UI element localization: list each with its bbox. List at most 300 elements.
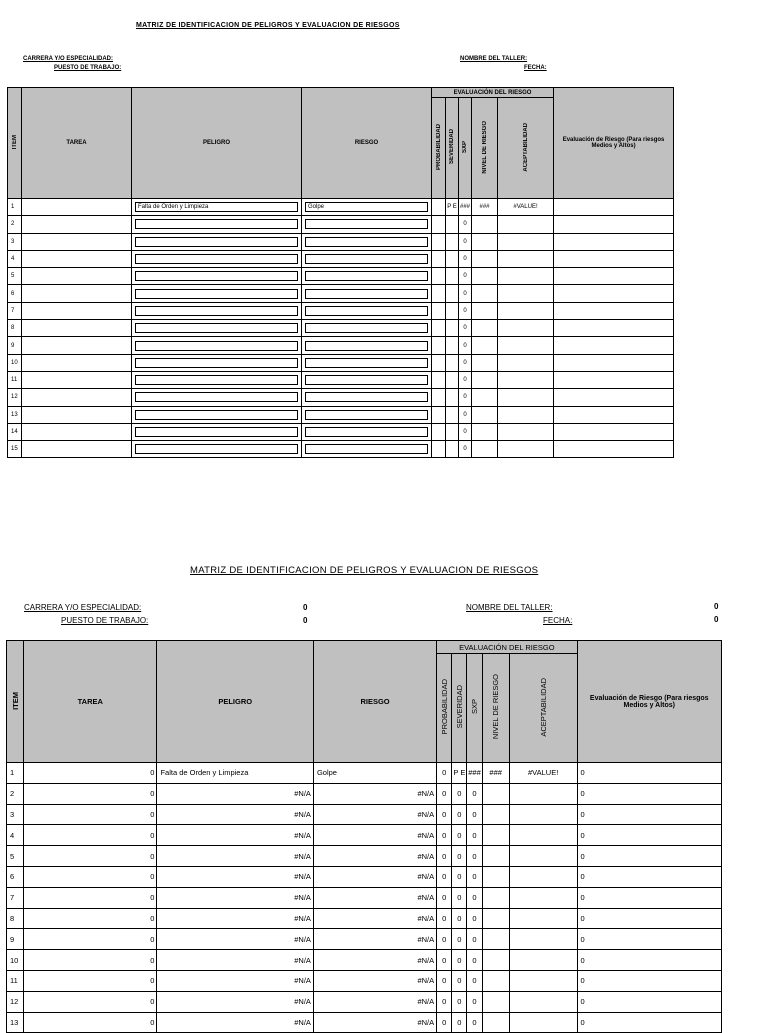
nivel-riesgo-cell xyxy=(482,908,509,929)
peligro-dropdown[interactable] xyxy=(135,427,298,437)
evaluacion-cell[interactable] xyxy=(554,216,674,233)
riesgo-dropdown[interactable] xyxy=(305,427,428,437)
aceptabilidad-cell xyxy=(509,970,577,991)
probabilidad-cell[interactable] xyxy=(432,233,446,250)
tarea-cell[interactable] xyxy=(22,371,132,388)
item-cell: 3 xyxy=(7,804,24,825)
sxp-cell: 0 xyxy=(459,441,472,458)
aceptabilidad-cell xyxy=(498,354,554,371)
sxp-cell: 0 xyxy=(467,929,482,950)
riesgo-dropdown[interactable] xyxy=(305,375,428,385)
item-cell: 2 xyxy=(7,783,24,804)
riesgo-dropdown[interactable] xyxy=(305,289,428,299)
tarea-cell: 0 xyxy=(24,825,157,846)
peligro-cell[interactable] xyxy=(132,302,302,319)
evaluacion-cell: 0 xyxy=(577,1012,721,1033)
probabilidad-cell: 0 xyxy=(437,1012,452,1033)
tarea-cell[interactable] xyxy=(22,302,132,319)
peligro-dropdown[interactable] xyxy=(135,306,298,316)
item-cell: 11 xyxy=(7,970,24,991)
probabilidad-cell: 0 xyxy=(437,950,452,971)
evaluacion-cell: 0 xyxy=(577,950,721,971)
sxp-cell: 0 xyxy=(459,233,472,250)
evaluacion-cell: 0 xyxy=(577,970,721,991)
aceptabilidad-cell xyxy=(498,441,554,458)
evaluacion-cell[interactable] xyxy=(554,320,674,337)
peligro-cell[interactable] xyxy=(132,423,302,440)
probabilidad-cell: 0 xyxy=(437,929,452,950)
table-row xyxy=(8,423,674,440)
severidad-cell[interactable] xyxy=(446,268,459,285)
nivel-riesgo-cell xyxy=(482,825,509,846)
riesgo-cell[interactable] xyxy=(302,285,432,302)
peligro-cell: #N/A xyxy=(157,804,314,825)
tarea-cell[interactable] xyxy=(22,199,132,216)
peligro-dropdown[interactable] xyxy=(135,392,298,402)
probabilidad-cell: 0 xyxy=(437,846,452,867)
table-row xyxy=(8,233,674,250)
evaluacion-cell: 0 xyxy=(577,908,721,929)
col-sxp: SXP xyxy=(459,98,472,199)
evaluacion-cell[interactable] xyxy=(554,233,674,250)
riesgo-cell[interactable] xyxy=(302,389,432,406)
riesgo-dropdown[interactable] xyxy=(305,306,428,316)
nivel-riesgo-cell xyxy=(472,233,498,250)
peligro-cell[interactable] xyxy=(132,216,302,233)
peligro-cell[interactable] xyxy=(132,389,302,406)
severidad-cell[interactable] xyxy=(446,216,459,233)
peligro-dropdown[interactable] xyxy=(135,444,298,454)
nivel-riesgo-cell xyxy=(482,866,509,887)
severidad-cell: 0 xyxy=(452,929,467,950)
table-row xyxy=(7,887,722,908)
riesgo-cell: #N/A xyxy=(313,950,436,971)
riesgo-dropdown[interactable] xyxy=(305,254,428,264)
probabilidad-cell[interactable] xyxy=(432,423,446,440)
fecha-value: 0 xyxy=(714,615,719,624)
nivel-riesgo-cell xyxy=(472,441,498,458)
col-aceptabilidad: ACEPTABILIDAD xyxy=(498,98,554,199)
riesgo-cell[interactable] xyxy=(302,302,432,319)
tarea-cell[interactable] xyxy=(22,233,132,250)
riesgo-cell[interactable] xyxy=(302,337,432,354)
sxp-cell: 0 xyxy=(459,406,472,423)
evaluacion-cell[interactable] xyxy=(554,441,674,458)
tarea-cell: 0 xyxy=(24,783,157,804)
severidad-cell: 0 xyxy=(452,970,467,991)
probabilidad-cell[interactable] xyxy=(432,216,446,233)
peligro-dropdown[interactable] xyxy=(135,323,298,333)
tarea-cell: 0 xyxy=(24,950,157,971)
nivel-riesgo-cell xyxy=(472,268,498,285)
table-row xyxy=(8,320,674,337)
aceptabilidad-cell xyxy=(498,337,554,354)
riesgo-cell[interactable] xyxy=(302,406,432,423)
riesgo-cell: #N/A xyxy=(313,783,436,804)
nivel-riesgo-cell: ### xyxy=(482,763,509,784)
severidad-cell[interactable] xyxy=(446,233,459,250)
item-cell: 14 xyxy=(8,423,22,440)
sxp-cell: 0 xyxy=(459,268,472,285)
sxp-cell: 0 xyxy=(459,216,472,233)
table-row xyxy=(7,763,722,784)
probabilidad-cell: 0 xyxy=(437,866,452,887)
peligro-dropdown[interactable] xyxy=(135,237,298,247)
probabilidad-cell[interactable] xyxy=(432,302,446,319)
aceptabilidad-cell xyxy=(498,406,554,423)
evaluacion-cell[interactable] xyxy=(554,354,674,371)
peligro-dropdown[interactable] xyxy=(135,358,298,368)
col-nivel-riesgo: NIVEL DE RIESGO xyxy=(482,654,509,763)
item-cell: 12 xyxy=(7,991,24,1012)
peligro-cell: Falta de Orden y Limpieza xyxy=(157,763,314,784)
riesgo-dropdown[interactable]: Golpe xyxy=(305,202,428,212)
riesgo-cell: #N/A xyxy=(313,908,436,929)
riesgo-dropdown[interactable] xyxy=(305,392,428,402)
table-row xyxy=(7,970,722,991)
probabilidad-cell[interactable] xyxy=(432,268,446,285)
item-cell: 8 xyxy=(7,908,24,929)
sxp-cell: ### xyxy=(467,763,482,784)
peligro-cell[interactable] xyxy=(132,233,302,250)
sxp-cell: 0 xyxy=(459,302,472,319)
aceptabilidad-cell xyxy=(509,929,577,950)
riesgo-cell: #N/A xyxy=(313,970,436,991)
col-evaluacion-group: EVALUACIÓN DEL RIESGO xyxy=(432,88,554,98)
riesgo-dropdown[interactable] xyxy=(305,410,428,420)
nivel-riesgo-cell xyxy=(472,320,498,337)
item-cell: 6 xyxy=(7,866,24,887)
nivel-riesgo-cell xyxy=(482,991,509,1012)
severidad-cell[interactable] xyxy=(446,337,459,354)
item-cell: 1 xyxy=(8,199,22,216)
col-evaluacion-group: EVALUACIÓN DEL RIESGO xyxy=(437,641,577,654)
table-row xyxy=(8,354,674,371)
col-item: ITEM xyxy=(8,88,22,199)
item-cell: 1 xyxy=(7,763,24,784)
col-aceptabilidad: ACEPTABILIDAD xyxy=(509,654,577,763)
sxp-cell: 0 xyxy=(459,389,472,406)
tarea-cell[interactable] xyxy=(22,268,132,285)
item-cell: 9 xyxy=(8,337,22,354)
nivel-riesgo-cell xyxy=(472,285,498,302)
riesgo-cell[interactable] xyxy=(302,423,432,440)
table-row xyxy=(8,199,674,216)
riesgo-cell: #N/A xyxy=(313,929,436,950)
riesgo-dropdown[interactable] xyxy=(305,271,428,281)
probabilidad-cell[interactable] xyxy=(432,406,446,423)
evaluacion-cell: 0 xyxy=(577,929,721,950)
peligro-cell[interactable] xyxy=(132,268,302,285)
evaluacion-cell: 0 xyxy=(577,783,721,804)
peligro-cell: #N/A xyxy=(157,950,314,971)
nivel-riesgo-cell xyxy=(472,354,498,371)
aceptabilidad-cell xyxy=(498,268,554,285)
nivel-riesgo-cell xyxy=(472,337,498,354)
probabilidad-cell[interactable] xyxy=(432,250,446,267)
sxp-cell: 0 xyxy=(467,991,482,1012)
probabilidad-cell[interactable] xyxy=(432,389,446,406)
item-cell: 7 xyxy=(7,887,24,908)
sxp-cell: 0 xyxy=(467,887,482,908)
sxp-cell: 0 xyxy=(459,337,472,354)
tarea-cell: 0 xyxy=(24,908,157,929)
peligro-cell[interactable] xyxy=(132,250,302,267)
evaluacion-cell: 0 xyxy=(577,846,721,867)
severidad-cell[interactable] xyxy=(446,354,459,371)
puesto-label: PUESTO DE TRABAJO: xyxy=(61,616,149,625)
evaluacion-cell[interactable] xyxy=(554,389,674,406)
probabilidad-cell: 0 xyxy=(437,825,452,846)
evaluacion-cell[interactable] xyxy=(554,285,674,302)
table-row xyxy=(7,866,722,887)
col-riesgo: RIESGO xyxy=(313,641,436,763)
evaluacion-cell[interactable] xyxy=(554,199,674,216)
taller-value: 0 xyxy=(714,602,719,611)
tarea-cell[interactable] xyxy=(22,337,132,354)
taller-label: NOMBRE DEL TALLER: xyxy=(466,603,553,612)
tarea-cell: 0 xyxy=(24,804,157,825)
item-cell: 5 xyxy=(8,268,22,285)
table-row xyxy=(7,908,722,929)
evaluacion-cell[interactable] xyxy=(554,302,674,319)
peligro-dropdown[interactable] xyxy=(135,289,298,299)
peligro-cell[interactable] xyxy=(132,441,302,458)
probabilidad-cell: 0 xyxy=(437,908,452,929)
riesgo-cell[interactable] xyxy=(302,268,432,285)
item-cell: 3 xyxy=(8,233,22,250)
tarea-cell[interactable] xyxy=(22,320,132,337)
severidad-cell: 0 xyxy=(452,804,467,825)
peligro-cell[interactable] xyxy=(132,371,302,388)
carrera-label: CARRERA Y/O ESPECIALIDAD: xyxy=(23,56,114,62)
nivel-riesgo-cell xyxy=(482,1012,509,1033)
tarea-cell[interactable] xyxy=(22,285,132,302)
nivel-riesgo-cell xyxy=(472,302,498,319)
col-item: ITEM xyxy=(7,641,24,763)
severidad-cell[interactable] xyxy=(446,423,459,440)
fecha-label: FECHA: xyxy=(543,616,573,625)
riesgo-cell[interactable] xyxy=(302,199,432,216)
carrera-value: 0 xyxy=(303,603,308,612)
tarea-cell[interactable] xyxy=(22,216,132,233)
sxp-cell: 0 xyxy=(467,846,482,867)
aceptabilidad-cell xyxy=(509,908,577,929)
evaluacion-cell[interactable] xyxy=(554,250,674,267)
aceptabilidad-cell: #VALUE! xyxy=(498,199,554,216)
nivel-riesgo-cell xyxy=(482,783,509,804)
probabilidad-cell[interactable] xyxy=(432,441,446,458)
col-peligro: PELIGRO xyxy=(157,641,314,763)
carrera-label: CARRERA Y/O ESPECIALIDAD: xyxy=(24,603,142,612)
col-probabilidad: PROBABILIDAD xyxy=(437,654,452,763)
table-row xyxy=(7,804,722,825)
aceptabilidad-cell xyxy=(509,950,577,971)
col-sxp: SXP xyxy=(467,654,482,763)
nivel-riesgo-cell xyxy=(472,216,498,233)
item-cell: 12 xyxy=(8,389,22,406)
sxp-cell: 0 xyxy=(467,825,482,846)
peligro-cell: #N/A xyxy=(157,866,314,887)
tarea-cell: 0 xyxy=(24,1012,157,1033)
probabilidad-cell[interactable] xyxy=(432,320,446,337)
nivel-riesgo-cell xyxy=(472,423,498,440)
peligro-dropdown[interactable] xyxy=(135,341,298,351)
probabilidad-cell[interactable] xyxy=(432,199,446,216)
severidad-cell[interactable] xyxy=(446,441,459,458)
aceptabilidad-cell xyxy=(509,1012,577,1033)
tarea-cell: 0 xyxy=(24,846,157,867)
riesgo-dropdown[interactable] xyxy=(305,341,428,351)
sxp-cell: 0 xyxy=(459,354,472,371)
item-cell: 10 xyxy=(7,950,24,971)
col-evaluacion-riesgo: Evaluación de Riesgo (Para riesgos Medios y Altos) xyxy=(554,88,674,199)
severidad-cell[interactable] xyxy=(446,302,459,319)
aceptabilidad-cell xyxy=(509,804,577,825)
severidad-cell: 0 xyxy=(452,950,467,971)
peligro-cell: #N/A xyxy=(157,1012,314,1033)
riesgo-cell[interactable] xyxy=(302,354,432,371)
riesgo-dropdown[interactable] xyxy=(305,358,428,368)
col-riesgo: RIESGO xyxy=(302,88,432,199)
peligro-dropdown[interactable] xyxy=(135,410,298,420)
riesgo-cell[interactable] xyxy=(302,441,432,458)
riesgo-cell: #N/A xyxy=(313,825,436,846)
evaluacion-cell: 0 xyxy=(577,887,721,908)
riesgo-dropdown[interactable] xyxy=(305,323,428,333)
severidad-cell[interactable] xyxy=(446,285,459,302)
aceptabilidad-cell xyxy=(498,216,554,233)
peligro-cell: #N/A xyxy=(157,970,314,991)
severidad-cell[interactable]: P E xyxy=(446,199,459,216)
riesgo-cell[interactable] xyxy=(302,216,432,233)
table-row xyxy=(8,441,674,458)
evaluacion-cell: 0 xyxy=(577,825,721,846)
severidad-cell[interactable] xyxy=(446,250,459,267)
probabilidad-cell: 0 xyxy=(437,970,452,991)
item-cell: 13 xyxy=(8,406,22,423)
sxp-cell: 0 xyxy=(459,371,472,388)
probabilidad-cell: 0 xyxy=(437,804,452,825)
peligro-dropdown[interactable] xyxy=(135,254,298,264)
peligro-cell[interactable] xyxy=(132,406,302,423)
riesgo-dropdown[interactable] xyxy=(305,237,428,247)
sxp-cell: 0 xyxy=(467,908,482,929)
probabilidad-cell: 0 xyxy=(437,763,452,784)
peligro-cell[interactable] xyxy=(132,354,302,371)
col-evaluacion-riesgo: Evaluación de Riesgo (Para riesgos Medios y Altos) xyxy=(577,641,721,763)
tarea-cell[interactable] xyxy=(22,354,132,371)
table-row xyxy=(8,389,674,406)
aceptabilidad-cell xyxy=(498,423,554,440)
evaluacion-cell: 0 xyxy=(577,991,721,1012)
taller-label: NOMBRE DEL TALLER: xyxy=(460,56,528,62)
nivel-riesgo-cell xyxy=(482,846,509,867)
probabilidad-cell: 0 xyxy=(437,991,452,1012)
sxp-cell: 0 xyxy=(467,970,482,991)
table-row xyxy=(8,371,674,388)
nivel-riesgo-cell xyxy=(482,887,509,908)
tarea-cell[interactable] xyxy=(22,441,132,458)
col-tarea: TAREA xyxy=(22,88,132,199)
col-tarea: TAREA xyxy=(24,641,157,763)
peligro-dropdown[interactable] xyxy=(135,219,298,229)
evaluacion-cell: 0 xyxy=(577,763,721,784)
riesgo-dropdown[interactable] xyxy=(305,444,428,454)
severidad-cell[interactable] xyxy=(446,389,459,406)
sxp-cell: 0 xyxy=(467,804,482,825)
severidad-cell: 0 xyxy=(452,991,467,1012)
table-row xyxy=(7,950,722,971)
peligro-cell[interactable] xyxy=(132,320,302,337)
tarea-cell[interactable] xyxy=(22,389,132,406)
table-row xyxy=(8,250,674,267)
probabilidad-cell[interactable] xyxy=(432,337,446,354)
peligro-cell: #N/A xyxy=(157,846,314,867)
tarea-cell[interactable] xyxy=(22,250,132,267)
table-row xyxy=(8,268,674,285)
item-cell: 5 xyxy=(7,846,24,867)
peligro-cell: #N/A xyxy=(157,825,314,846)
tarea-cell: 0 xyxy=(24,970,157,991)
riesgo-dropdown[interactable] xyxy=(305,219,428,229)
sxp-cell: 0 xyxy=(459,250,472,267)
severidad-cell[interactable] xyxy=(446,406,459,423)
riesgo-cell: #N/A xyxy=(313,991,436,1012)
severidad-cell: 0 xyxy=(452,783,467,804)
probabilidad-cell[interactable] xyxy=(432,371,446,388)
col-nivel-riesgo: NIVEL DE RIESGO xyxy=(472,98,498,199)
col-severidad: SEVERIDAD xyxy=(452,654,467,763)
tarea-cell[interactable] xyxy=(22,423,132,440)
tarea-cell[interactable] xyxy=(22,406,132,423)
peligro-dropdown[interactable] xyxy=(135,375,298,385)
evaluacion-cell[interactable] xyxy=(554,423,674,440)
table-row xyxy=(7,846,722,867)
riesgo-cell: #N/A xyxy=(313,846,436,867)
severidad-cell: 0 xyxy=(452,1012,467,1033)
peligro-cell[interactable] xyxy=(132,199,302,216)
riesgo-cell[interactable] xyxy=(302,233,432,250)
probabilidad-cell[interactable] xyxy=(432,285,446,302)
riesgo-cell[interactable] xyxy=(302,250,432,267)
severidad-cell[interactable] xyxy=(446,371,459,388)
evaluacion-cell[interactable] xyxy=(554,337,674,354)
aceptabilidad-cell xyxy=(509,783,577,804)
riesgo-cell: #N/A xyxy=(313,887,436,908)
tarea-cell: 0 xyxy=(24,991,157,1012)
risk-matrix-table xyxy=(6,640,722,1033)
peligro-cell[interactable] xyxy=(132,337,302,354)
peligro-dropdown[interactable] xyxy=(135,271,298,281)
aceptabilidad-cell: #VALUE! xyxy=(509,763,577,784)
peligro-cell[interactable] xyxy=(132,285,302,302)
severidad-cell[interactable] xyxy=(446,320,459,337)
riesgo-cell[interactable] xyxy=(302,320,432,337)
peligro-dropdown[interactable]: Falta de Orden y Limpieza xyxy=(135,202,298,212)
aceptabilidad-cell xyxy=(498,233,554,250)
tarea-cell: 0 xyxy=(24,887,157,908)
severidad-cell: 0 xyxy=(452,908,467,929)
table-row xyxy=(8,302,674,319)
riesgo-cell[interactable] xyxy=(302,371,432,388)
probabilidad-cell[interactable] xyxy=(432,354,446,371)
evaluacion-cell[interactable] xyxy=(554,406,674,423)
evaluacion-cell[interactable] xyxy=(554,268,674,285)
evaluacion-cell[interactable] xyxy=(554,371,674,388)
aceptabilidad-cell xyxy=(498,389,554,406)
risk-matrix-table xyxy=(7,87,674,458)
